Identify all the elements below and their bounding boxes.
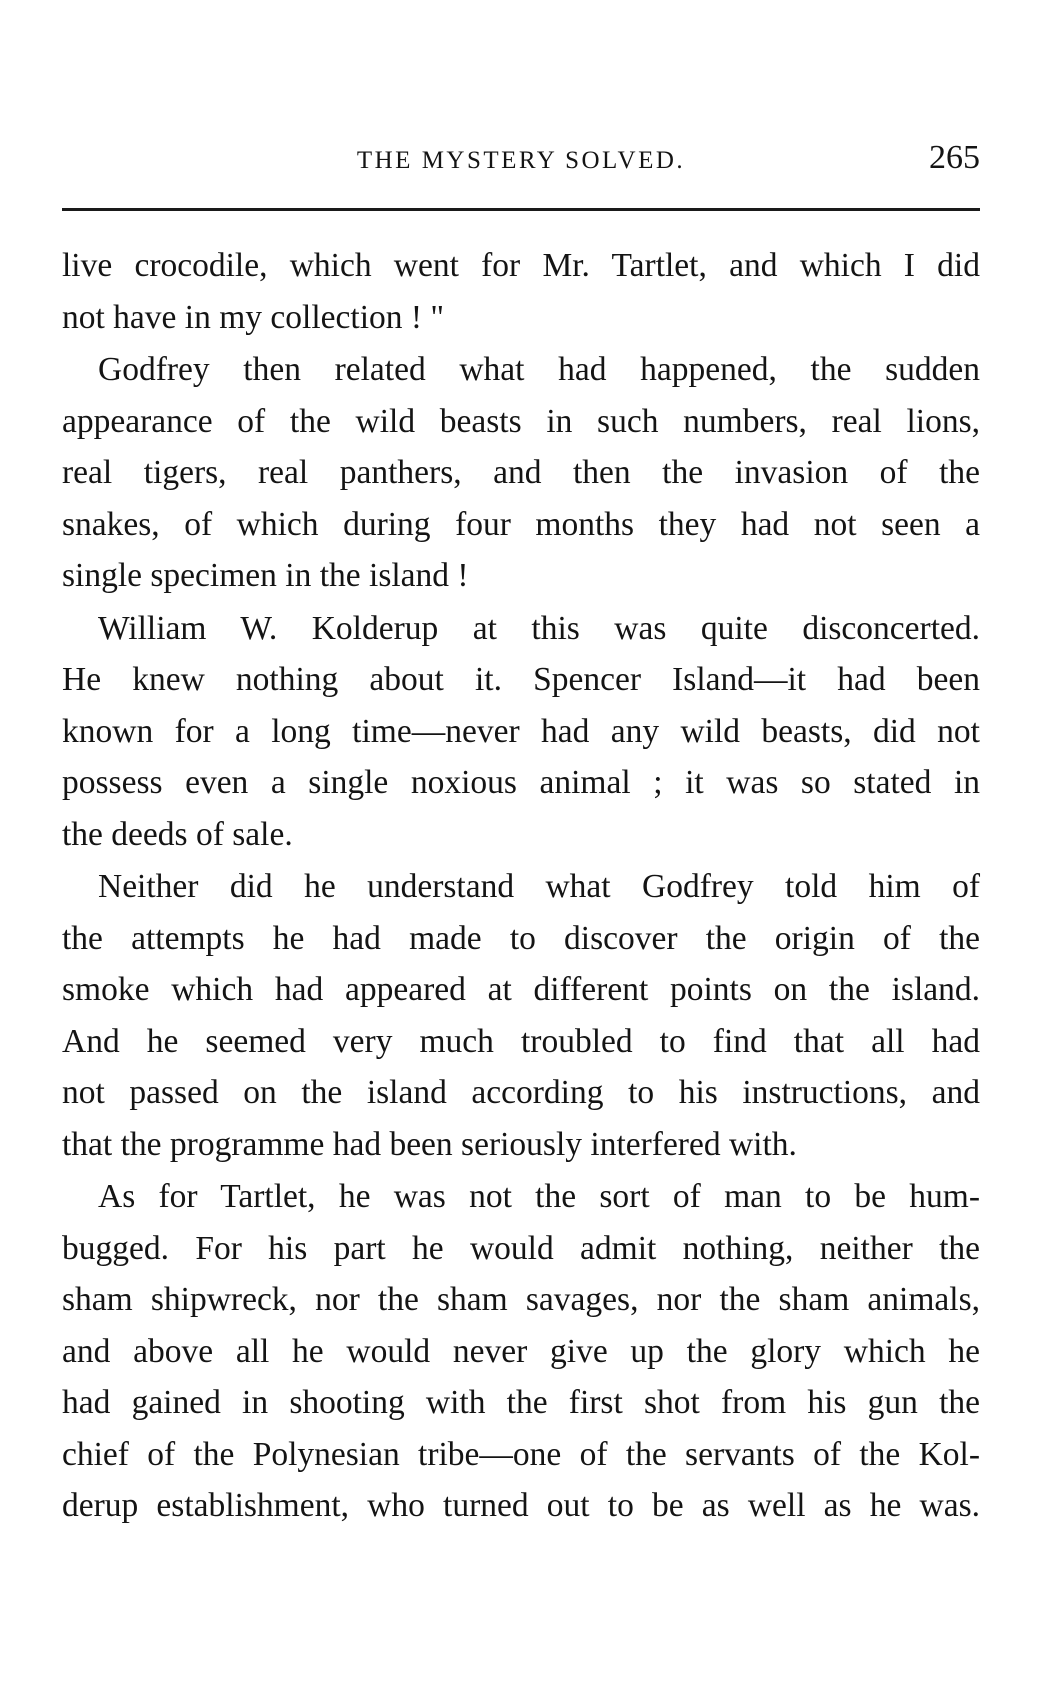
- text-line: possess even a single noxious animal ; it was so stated in: [62, 764, 980, 801]
- page-number: 265: [929, 139, 980, 176]
- text-line: He knew nothing about it. Spencer Island—it had been: [62, 661, 980, 698]
- text-line: snakes, of which during four months they had not seen a: [62, 505, 980, 543]
- text-line: William W. Kolderup at this was quite disconcerted.: [98, 609, 980, 647]
- text-line: known for a long time—never had any wild beasts, did not: [62, 712, 980, 750]
- text-line: not passed on the island according to his instructions, and: [62, 1074, 980, 1111]
- text-line: single specimen in the island !: [62, 557, 469, 594]
- text-line: derup establishment, who turned out to be as well as he was.: [62, 1487, 980, 1524]
- text-line: smoke which had appeared at different points on the island.: [62, 971, 980, 1008]
- text-line: that the programme had been seriously interfered with.: [62, 1125, 797, 1163]
- text-line: appearance of the wild beasts in such numbers, real lions,: [62, 402, 980, 440]
- body-text: [62, 240, 980, 1532]
- paragraph: [62, 344, 980, 602]
- text-line: real tigers, real panthers, and then the invasion of the: [62, 454, 980, 491]
- text-line: sham shipwreck, nor the sham savages, nor the sham animals,: [62, 1281, 980, 1318]
- paragraph: [62, 861, 980, 1170]
- text-line: and above all he would never give up the glory which he: [62, 1332, 980, 1370]
- text-line: the attempts he had made to discover the origin of the: [62, 919, 980, 957]
- text-line: had gained in shooting with the first shot from his gun the: [62, 1384, 980, 1421]
- text-line: As for Tartlet, he was not the sort of man to be hum-: [98, 1178, 980, 1215]
- paragraph: [62, 240, 980, 343]
- text-line: not have in my collection ! ": [62, 298, 445, 336]
- text-line: the deeds of sale.: [62, 815, 293, 853]
- running-head: [62, 140, 980, 180]
- text-line: And he seemed very much troubled to find that all had: [62, 1022, 980, 1060]
- text-line: Neither did he understand what Godfrey told him of: [98, 868, 980, 905]
- text-line: Godfrey then related what had happened, the sudden: [98, 351, 980, 388]
- text-line: bugged. For his part he would admit nothing, neither the: [62, 1229, 980, 1267]
- paragraph: [62, 603, 980, 861]
- text-line: chief of the Polynesian tribe—one of the servants of the Kol-: [62, 1435, 980, 1473]
- running-title: THE MYSTERY SOLVED.: [356, 147, 686, 174]
- paragraph: [62, 1171, 980, 1532]
- text-line: live crocodile, which went for Mr. Tartlet, and which I did: [62, 247, 980, 284]
- header-rule: [62, 208, 980, 211]
